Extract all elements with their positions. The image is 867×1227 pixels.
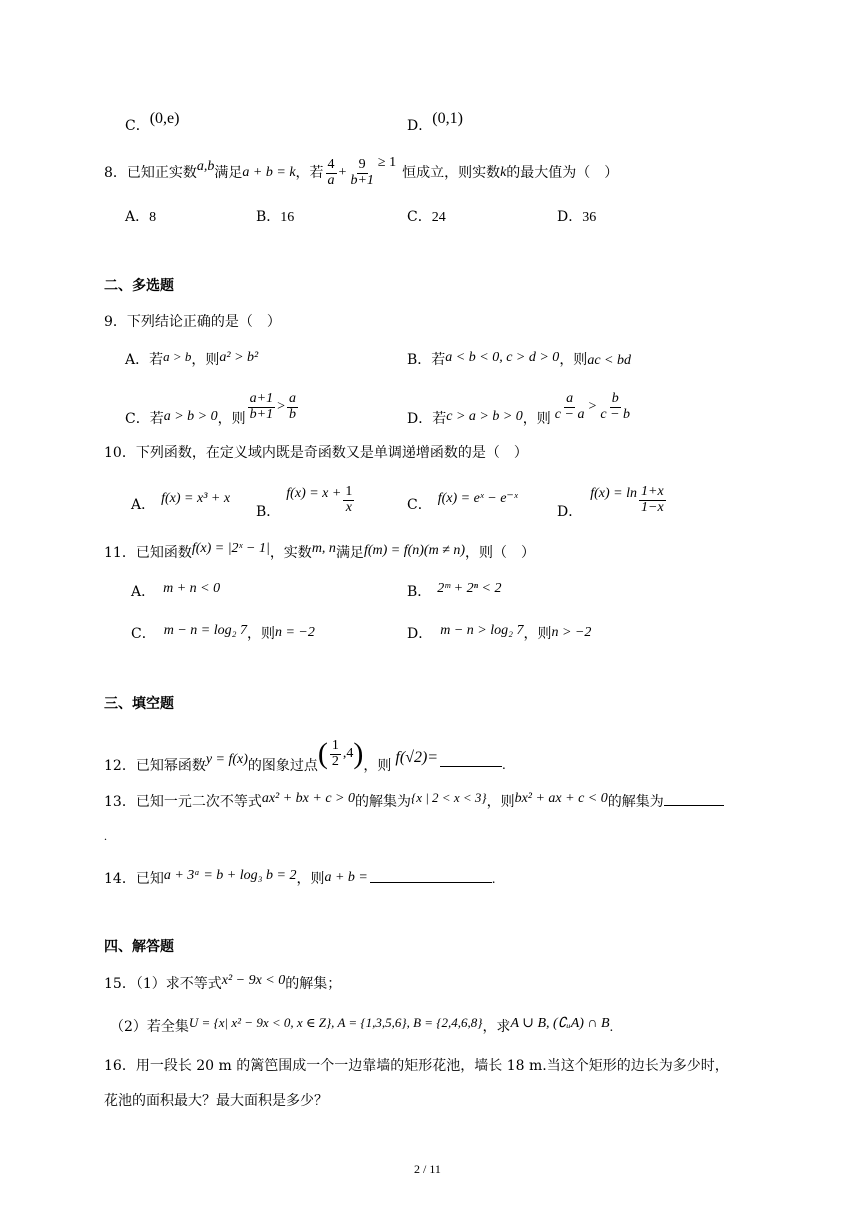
q9-option-b: B．若a < b < 0, c > d > 0，则ac < bd	[407, 350, 631, 368]
q8-text: 满足	[214, 165, 243, 181]
answer-blank[interactable]	[370, 882, 492, 883]
q8-text: ，若	[295, 165, 324, 181]
q8-text: 恒成立，则实数	[402, 165, 501, 181]
question-11-stem: 11．已知函数f(x) = |2ˣ − 1|，实数m, n满足f(m) = f(n)(m ≠ n)，则（ ）	[104, 541, 536, 561]
option-label: C．	[125, 118, 150, 134]
q13-trailing-dot: .	[104, 829, 107, 843]
q8-option-d: D．36	[557, 209, 597, 225]
q9-option-a: A．若a > b，则a² > b²	[125, 349, 259, 368]
q8-text: 8．已知正实数	[104, 165, 197, 181]
q8-fraction-2: $\frac{9}{b+1}$	[350, 156, 374, 188]
q8-ge: ≥ 1	[377, 155, 397, 170]
q8-k: k	[500, 165, 507, 180]
q8-condition: a + b = k	[242, 165, 296, 180]
q7-option-d	[407, 110, 463, 134]
question-13: 13．已知一元二次不等式ax² + bx + c > 0的解集为{x | 2 < x < 3}，则bx² + ax + c < 0的解集为	[104, 795, 724, 810]
q11-option-a: A． m + n < 0	[131, 581, 221, 600]
q10-option-a: A． f(x) = x³ + x	[131, 491, 231, 513]
option-expr: (0,e)	[149, 110, 180, 127]
page-number: 2 / 11	[414, 1162, 441, 1176]
q8-vars: a,b	[196, 159, 215, 174]
section-heading-multiple-choice: 二、多选题	[104, 278, 174, 294]
q11-option-d: D． m − n > log₂ 7，则n > −2	[407, 623, 592, 642]
q8-option-b: B．16	[256, 209, 295, 225]
question-15-part-2: （2）若全集U = {x| x² − 9x < 0, x ∈ Z}, A = {1,3,5,6}, B = {2,4,6,8}，求A ∪ B, (∁ᵤA) ∩ B.	[110, 1015, 614, 1035]
answer-blank[interactable]	[664, 805, 724, 806]
q11-option-c: C． m − n = log₂ 7，则n = −2	[131, 623, 315, 642]
question-14: 14．已知a + 3ᵃ = b + log₃ b = 2，则a + b = .	[104, 868, 496, 887]
question-9-stem: 9．下列结论正确的是（ ）	[104, 314, 281, 330]
q10-option-c: C． f(x) = eˣ − e⁻ˣ	[407, 491, 518, 513]
q8-plus: +	[338, 165, 347, 180]
question-12: 12．已知幂函数 y = f(x) 的图象过点 ( $\frac{1}{2}$ , 4 ) ，则 f(√2)= .	[104, 737, 506, 774]
answer-blank[interactable]	[440, 766, 502, 767]
question-16-line-1: 16．用一段长 20 m 的篱笆围成一个一边靠墙的矩形花池，墙长 18 m.当这个矩形的边长为多少时，	[104, 1058, 729, 1074]
q8-text: 的最大值为（ ）	[506, 165, 619, 181]
question-8	[104, 153, 618, 193]
q8-fraction-1: $\frac{4}{a}$	[327, 156, 335, 188]
q9-option-c: C．若 a > b > 0 ，则 $\frac{a+1}{b+1}$ > $\frac{a}{b}$	[125, 390, 296, 427]
q10-option-b: B． f(x) = x + $\frac{1}{x}$	[256, 483, 353, 520]
q7-option-c	[125, 110, 180, 134]
question-15-part-1: 15．（1）求不等式x² − 9x < 0的解集；	[104, 973, 342, 992]
q10-option-d: D． f(x) = ln $\frac{1+x}{1-x}$	[557, 483, 664, 520]
section-heading-problems: 四、解答题	[104, 939, 174, 955]
section-heading-fill-in: 三、填空题	[104, 696, 174, 712]
q8-option-a: A．8	[125, 209, 157, 225]
option-label: D．	[407, 118, 433, 134]
question-16-line-2: 花池的面积最大？最大面积是多少？	[104, 1093, 328, 1109]
option-expr: (0,1)	[432, 110, 463, 127]
q11-option-b: B． 2ᵐ + 2ⁿ < 2	[407, 581, 502, 600]
question-10-stem: 10．下列函数，在定义域内既是奇函数又是单调递增函数的是（ ）	[104, 445, 528, 461]
q9-option-d: D．若 c > a > b > 0 ，则 $\frac{a}{c - a}$ > $\frac{b}{c - b}$	[407, 390, 631, 427]
q8-option-c: C．24	[407, 209, 446, 225]
